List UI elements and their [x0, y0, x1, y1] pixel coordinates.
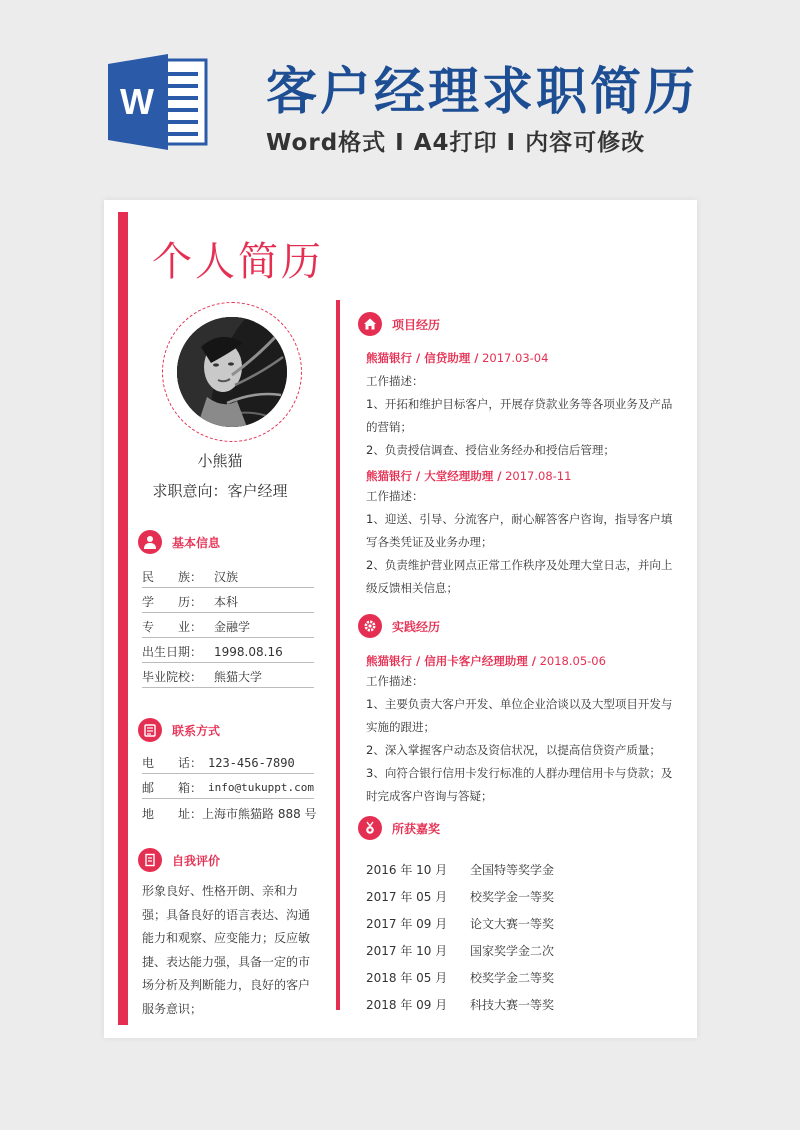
job-role: 熊猫银行 / 大堂经理助理 / [366, 469, 502, 483]
job-intention: 求职意向：客户经理 [152, 482, 288, 500]
info-row-birthdate [142, 641, 314, 663]
job-role: 熊猫银行 / 信贷助理 / [366, 351, 479, 365]
info-value: 熊猫大学 [214, 670, 263, 684]
job-desc-item: 1、迎送、引导、分流客户，耐心解答客户咨询，指导客户填写各类凭证及业务办理； [366, 512, 673, 549]
job-heading [366, 653, 606, 669]
evaluation-header [138, 848, 220, 872]
award-name: 国家奖学金二次 [470, 944, 555, 958]
job-date: 2017.03-04 [482, 351, 549, 365]
award-name: 论文大赛一等奖 [470, 917, 555, 931]
job-desc-item: 2、负责授信调查、授信业务经办和授信后管理； [366, 443, 615, 457]
job-desc-label: 工作描述： [366, 674, 424, 688]
info-label: 地 址： [142, 806, 203, 821]
job-desc-item: 2、负责维护营业网点正常工作秩序及处理大堂日志，并向上级反馈相关信息； [366, 558, 673, 595]
job-role: 熊猫银行 / 信用卡客户经理助理 / [366, 654, 536, 668]
info-value: 汉族 [214, 570, 239, 584]
info-row-ethnicity [142, 566, 314, 588]
projects-title: 项目经历 [392, 317, 441, 332]
job-heading [366, 350, 548, 366]
award-date: 2018 年 05 月 [366, 971, 448, 985]
contact-title: 联系方式 [172, 723, 221, 738]
banner-subtitle: Word格式 I A4打印 I 内容可修改 [266, 130, 646, 156]
info-row-address [142, 802, 317, 824]
award-item [366, 888, 554, 905]
contact-card-icon [138, 718, 162, 742]
projects-header [358, 312, 440, 336]
award-name: 科技大赛一等奖 [470, 998, 555, 1012]
job-heading [366, 468, 571, 484]
info-value: 1998.08.16 [214, 644, 283, 659]
info-value: 本科 [214, 595, 239, 609]
award-item [366, 915, 554, 932]
info-row-phone [142, 752, 314, 774]
column-divider [336, 300, 340, 1010]
phone-value[interactable]: 123-456-7890 [208, 755, 295, 770]
awards-header [358, 816, 440, 840]
job-desc-label: 工作描述： [366, 489, 424, 503]
info-row-education [142, 591, 314, 613]
person-icon [138, 530, 162, 554]
awards-title: 所获嘉奖 [392, 821, 441, 836]
info-row-email [142, 777, 314, 799]
home-icon [358, 312, 382, 336]
award-item [366, 942, 554, 959]
award-date: 2017 年 05 月 [366, 890, 448, 904]
award-item [366, 996, 554, 1013]
job-date: 2018.05-06 [539, 654, 606, 668]
info-row-major [142, 616, 314, 638]
address-value: 上海市熊猫路 888 号 [202, 806, 317, 821]
info-label: 出生日期： [142, 645, 203, 659]
practice-header [358, 614, 440, 638]
banner-title: 客户经理求职简历 [266, 63, 699, 122]
basic-info-header [138, 530, 220, 554]
info-value: 金融学 [214, 620, 251, 634]
word-logo-icon [106, 50, 210, 154]
candidate-name: 小熊猫 [197, 452, 243, 470]
info-label: 民 族： [142, 570, 203, 584]
email-value[interactable]: info@tukuppt.com [208, 781, 314, 794]
left-accent-bar [118, 212, 128, 1025]
job-desc-item: 2、深入掌握客户动态及资信状况，以提高信贷资产质量； [366, 743, 661, 757]
medal-icon [358, 816, 382, 840]
job-desc-item: 1、主要负责大客户开发、单位企业洽谈以及大型项目开发与实施的跟进； [366, 697, 673, 734]
basic-info-title: 基本信息 [172, 535, 221, 550]
resume-title: 个人简历 [152, 239, 324, 285]
award-name: 校奖学金二等奖 [470, 971, 555, 985]
job-desc-label: 工作描述： [366, 374, 424, 388]
award-item [366, 969, 554, 986]
info-label: 邮 箱： [142, 781, 203, 795]
job-date: 2017.08-11 [505, 469, 572, 483]
info-label: 学 历： [142, 595, 203, 609]
award-date: 2017 年 10 月 [366, 944, 448, 958]
award-date: 2018 年 09 月 [366, 998, 448, 1012]
info-label: 毕业院校： [142, 670, 203, 684]
info-row-school [142, 666, 314, 688]
resume-paper [104, 200, 697, 1038]
award-date: 2016 年 10 月 [366, 863, 448, 877]
award-item [366, 861, 554, 878]
info-label: 电 话： [142, 756, 203, 770]
contact-header [138, 718, 220, 742]
practice-title: 实践经历 [392, 619, 441, 634]
award-name: 校奖学金一等奖 [470, 890, 555, 904]
avatar-ring [162, 302, 302, 442]
portrait-photo [177, 317, 287, 427]
document-icon [138, 848, 162, 872]
award-date: 2017 年 09 月 [366, 917, 448, 931]
info-label: 专 业： [142, 620, 203, 634]
evaluation-title: 自我评价 [172, 853, 221, 868]
evaluation-text: 形象良好、性格开朗、亲和力强；具备良好的语言表达、沟通能力和观察、应变能力；反应敏捷、表达能力强，具备一定的市场分析及判断能力，良好的客户服务意识； [142, 884, 311, 1016]
job-desc-item: 1、开拓和维护目标客户，开展存贷款业务等各项业务及产品的营销； [366, 397, 673, 434]
job-desc-item: 3、向符合银行信用卡发行标准的人群办理信用卡与贷款；及时完成客户咨询与答疑； [366, 766, 673, 803]
award-name: 全国特等奖学金 [470, 863, 555, 877]
avatar [177, 317, 287, 427]
gear-icon [358, 614, 382, 638]
logo-letter: W [120, 81, 154, 122]
